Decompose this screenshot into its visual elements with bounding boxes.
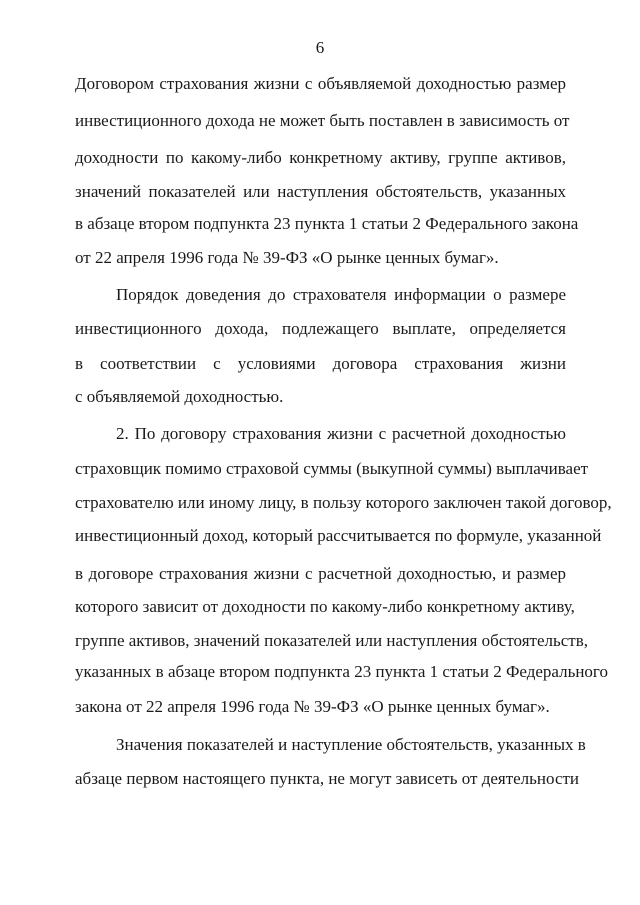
text-line: в соответствии с условиями договора страхования жизни bbox=[75, 354, 566, 373]
text-line: от 22 апреля 1996 года № 39-ФЗ «О рынке ценных бумаг». bbox=[75, 248, 499, 267]
text-line: инвестиционный доход, который рассчитывается по формуле, указанной bbox=[75, 526, 602, 545]
text-line: которого зависит от доходности по какому-либо конкретному активу, bbox=[75, 597, 575, 616]
text-line: группе активов, значений показателей или наступления обстоятельств, bbox=[75, 631, 588, 650]
text-line: 2. По договору страхования жизни с расчетной доходностью bbox=[116, 424, 566, 443]
text-line: страховщик помимо страховой суммы (выкупной суммы) выплачивает bbox=[75, 459, 589, 478]
text-line: в абзаце втором подпункта 23 пункта 1 статьи 2 Федерального закона bbox=[75, 214, 579, 233]
text-line: значений показателей или наступления обстоятельств, указанных bbox=[75, 182, 566, 201]
text-line: страхователю или иному лицу, в пользу которого заключен такой договор, bbox=[75, 493, 612, 512]
text-line: инвестиционного дохода не может быть поставлен в зависимость от bbox=[75, 111, 570, 130]
text-line: Договором страхования жизни с объявляемой доходностью размер bbox=[75, 74, 566, 93]
text-line: Значения показателей и наступление обстоятельств, указанных в bbox=[116, 735, 586, 754]
text-line: доходности по какому-либо конкретному активу, группе активов, bbox=[75, 148, 566, 167]
text-line: Порядок доведения до страхователя информации о размере bbox=[116, 285, 566, 304]
text-line: в договоре страхования жизни с расчетной доходностью, и размер bbox=[75, 564, 566, 583]
text-line: указанных в абзаце втором подпункта 23 пункта 1 статьи 2 Федерального bbox=[75, 662, 608, 681]
page-number: 6 bbox=[315, 38, 325, 57]
text-line: закона от 22 апреля 1996 года № 39-ФЗ «О рынке ценных бумаг». bbox=[75, 697, 550, 716]
text-line: инвестиционного дохода, подлежащего выплате, определяется bbox=[75, 319, 566, 338]
text-line: с объявляемой доходностью. bbox=[75, 387, 284, 406]
text-line: абзаце первом настоящего пункта, не могут зависеть от деятельности bbox=[75, 769, 580, 788]
